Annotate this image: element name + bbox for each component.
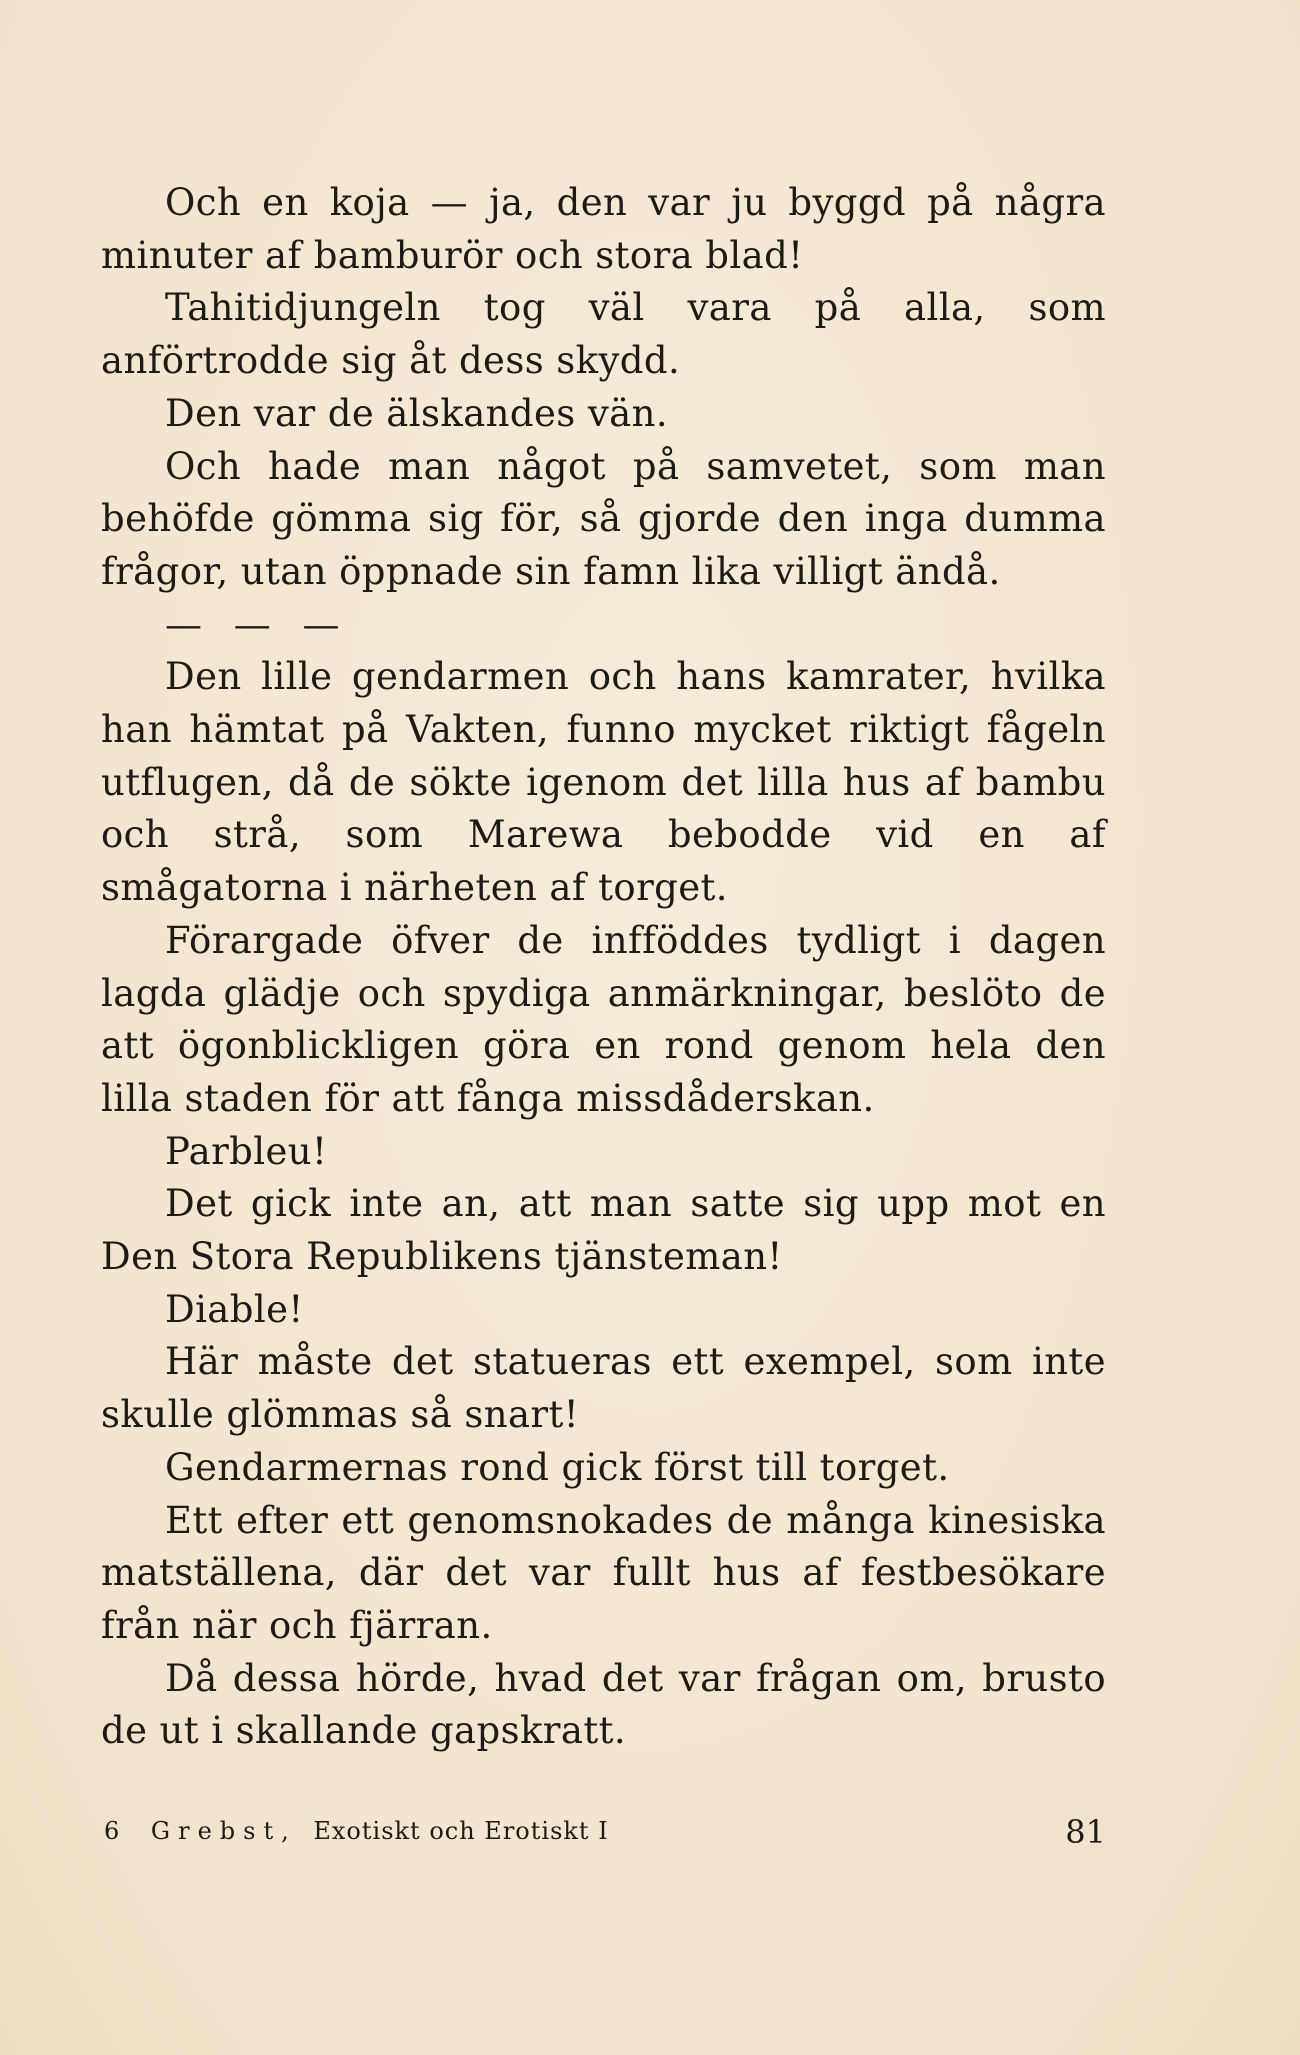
paragraph: Den var de älskandes vän. xyxy=(165,391,668,435)
printer-signature xyxy=(104,1817,609,1845)
paragraph: Här måste det statueras ett exempel, som inte skulle glömmas så snart! xyxy=(101,1340,1106,1437)
paragraph: Då dessa hörde, hvad det var frågan om, brusto de ut i skallande gapskratt. xyxy=(101,1656,1106,1753)
paragraph: Diable! xyxy=(165,1287,304,1331)
paragraph: Den lille gendarmen och hans kamrater, hvilka han hämtat på Vakten, funno mycket riktigt fågeln utflugen, då de sökte igenom det lilla hus af bambu och strå, som Marewa bebodde vid en af smågatorna i närheten af torget. xyxy=(101,655,1106,910)
paragraph: Tahitidjungeln tog väl vara på alla, som anförtrodde sig åt dess skydd. xyxy=(101,286,1106,383)
signature-title: Exotiskt och Erotiskt I xyxy=(313,1817,609,1845)
paragraph: Gendarmernas rond gick först till torget. xyxy=(165,1445,950,1489)
paragraph: Parbleu! xyxy=(165,1129,328,1173)
paragraph: Och en koja — ja, den var ju byggd på några minuter af bamburör och stora blad! xyxy=(101,181,1106,277)
signature-author: Grebst, xyxy=(150,1817,297,1845)
section-separator: — — — xyxy=(165,602,350,646)
body-text xyxy=(101,177,1106,1758)
paragraph: Det gick inte an, att man satte sig upp mot en Den Stora Republikens tjänsteman! xyxy=(101,1182,1106,1279)
paragraph: Förargade öfver de infföddes tydligt i dagen lagda glädje och spydiga anmärkningar, beslöto de att ögonblickligen göra en rond genom hela den lilla staden för att fånga missdåderskan. xyxy=(101,918,1106,1120)
page-number: 81 xyxy=(1065,1813,1106,1851)
paragraph: Och hade man något på samvetet, som man behöfde gömma sig för, så gjorde den inga dumma frågor, utan öppnade sin famn lika villigt ändå. xyxy=(101,444,1106,593)
page-footer xyxy=(104,1813,1106,1853)
signature-number: 6 xyxy=(104,1817,121,1845)
paragraph: Ett efter ett genomsnokades de många kinesiska matställena, där det var fullt hus af festbesökare från när och fjärran. xyxy=(101,1498,1106,1647)
